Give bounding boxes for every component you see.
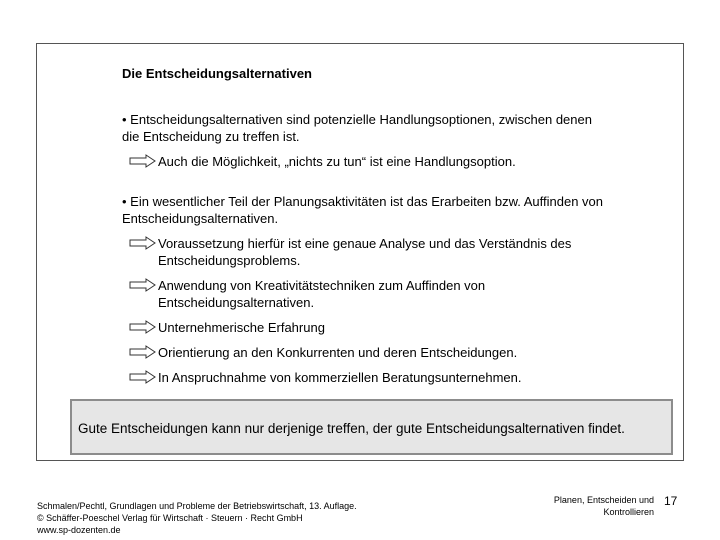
footer-source-line: © Schäffer-Poeschel Verlag für Wirtschaft · Steuern · Recht GmbH	[37, 513, 303, 523]
arrow-right-icon	[128, 236, 158, 250]
sub-point	[128, 153, 628, 170]
highlight-text: Gute Entscheidungen kann nur derjenige treffen, der gute Entscheidungsalternativen findet.	[78, 421, 625, 436]
arrow-right-icon	[128, 278, 158, 292]
arrow-right-icon	[128, 320, 158, 334]
highlight-box	[70, 399, 673, 455]
slide-title: Die Entscheidungsalternativen	[122, 66, 312, 81]
footer-chapter-line: Kontrollieren	[603, 507, 654, 517]
sub-point	[128, 277, 628, 311]
footer-source	[37, 500, 357, 536]
sub-point-text: In Anspruchnahme von kommerziellen Beratungsunternehmen.	[158, 370, 522, 385]
arrow-right-icon	[128, 154, 158, 168]
arrow-right-icon	[128, 345, 158, 359]
sub-point-text: Auch die Möglichkeit, „nichts zu tun“ ist eine Handlungsoption.	[158, 154, 516, 169]
bullet-2: • Ein wesentlicher Teil der Planungsaktivitäten ist das Erarbeiten bzw. Auffinden von Entscheidungsalternativen.	[122, 194, 604, 226]
bullet-1: • Entscheidungsalternativen sind potenzielle Handlungsoptionen, zwischen denen die Entscheidung zu treffen ist.	[122, 112, 592, 144]
sub-point	[128, 344, 628, 361]
sub-point-text: Anwendung von Kreativitätstechniken zum Auffinden von Entscheidungsalternativen.	[158, 278, 486, 310]
footer-source-line: www.sp-dozenten.de	[37, 525, 121, 535]
sub-point-text: Orientierung an den Konkurrenten und deren Entscheidungen.	[158, 345, 518, 360]
sub-point	[128, 235, 628, 269]
sub-point	[128, 369, 628, 386]
sub-point	[128, 319, 628, 336]
page-number: 17	[664, 494, 678, 508]
footer-source-line: Schmalen/Pechtl, Grundlagen und Probleme der Betriebswirtschaft, 13. Auflage.	[37, 501, 357, 511]
sub-point-text: Voraussetzung hierfür ist eine genaue Analyse und das Verständnis des Entscheidungsproblems.	[158, 236, 572, 268]
sub-point-text: Unternehmerische Erfahrung	[158, 320, 325, 335]
footer-chapter	[536, 494, 654, 518]
footer-chapter-line: Planen, Entscheiden und	[553, 495, 654, 505]
arrow-right-icon	[128, 370, 158, 384]
